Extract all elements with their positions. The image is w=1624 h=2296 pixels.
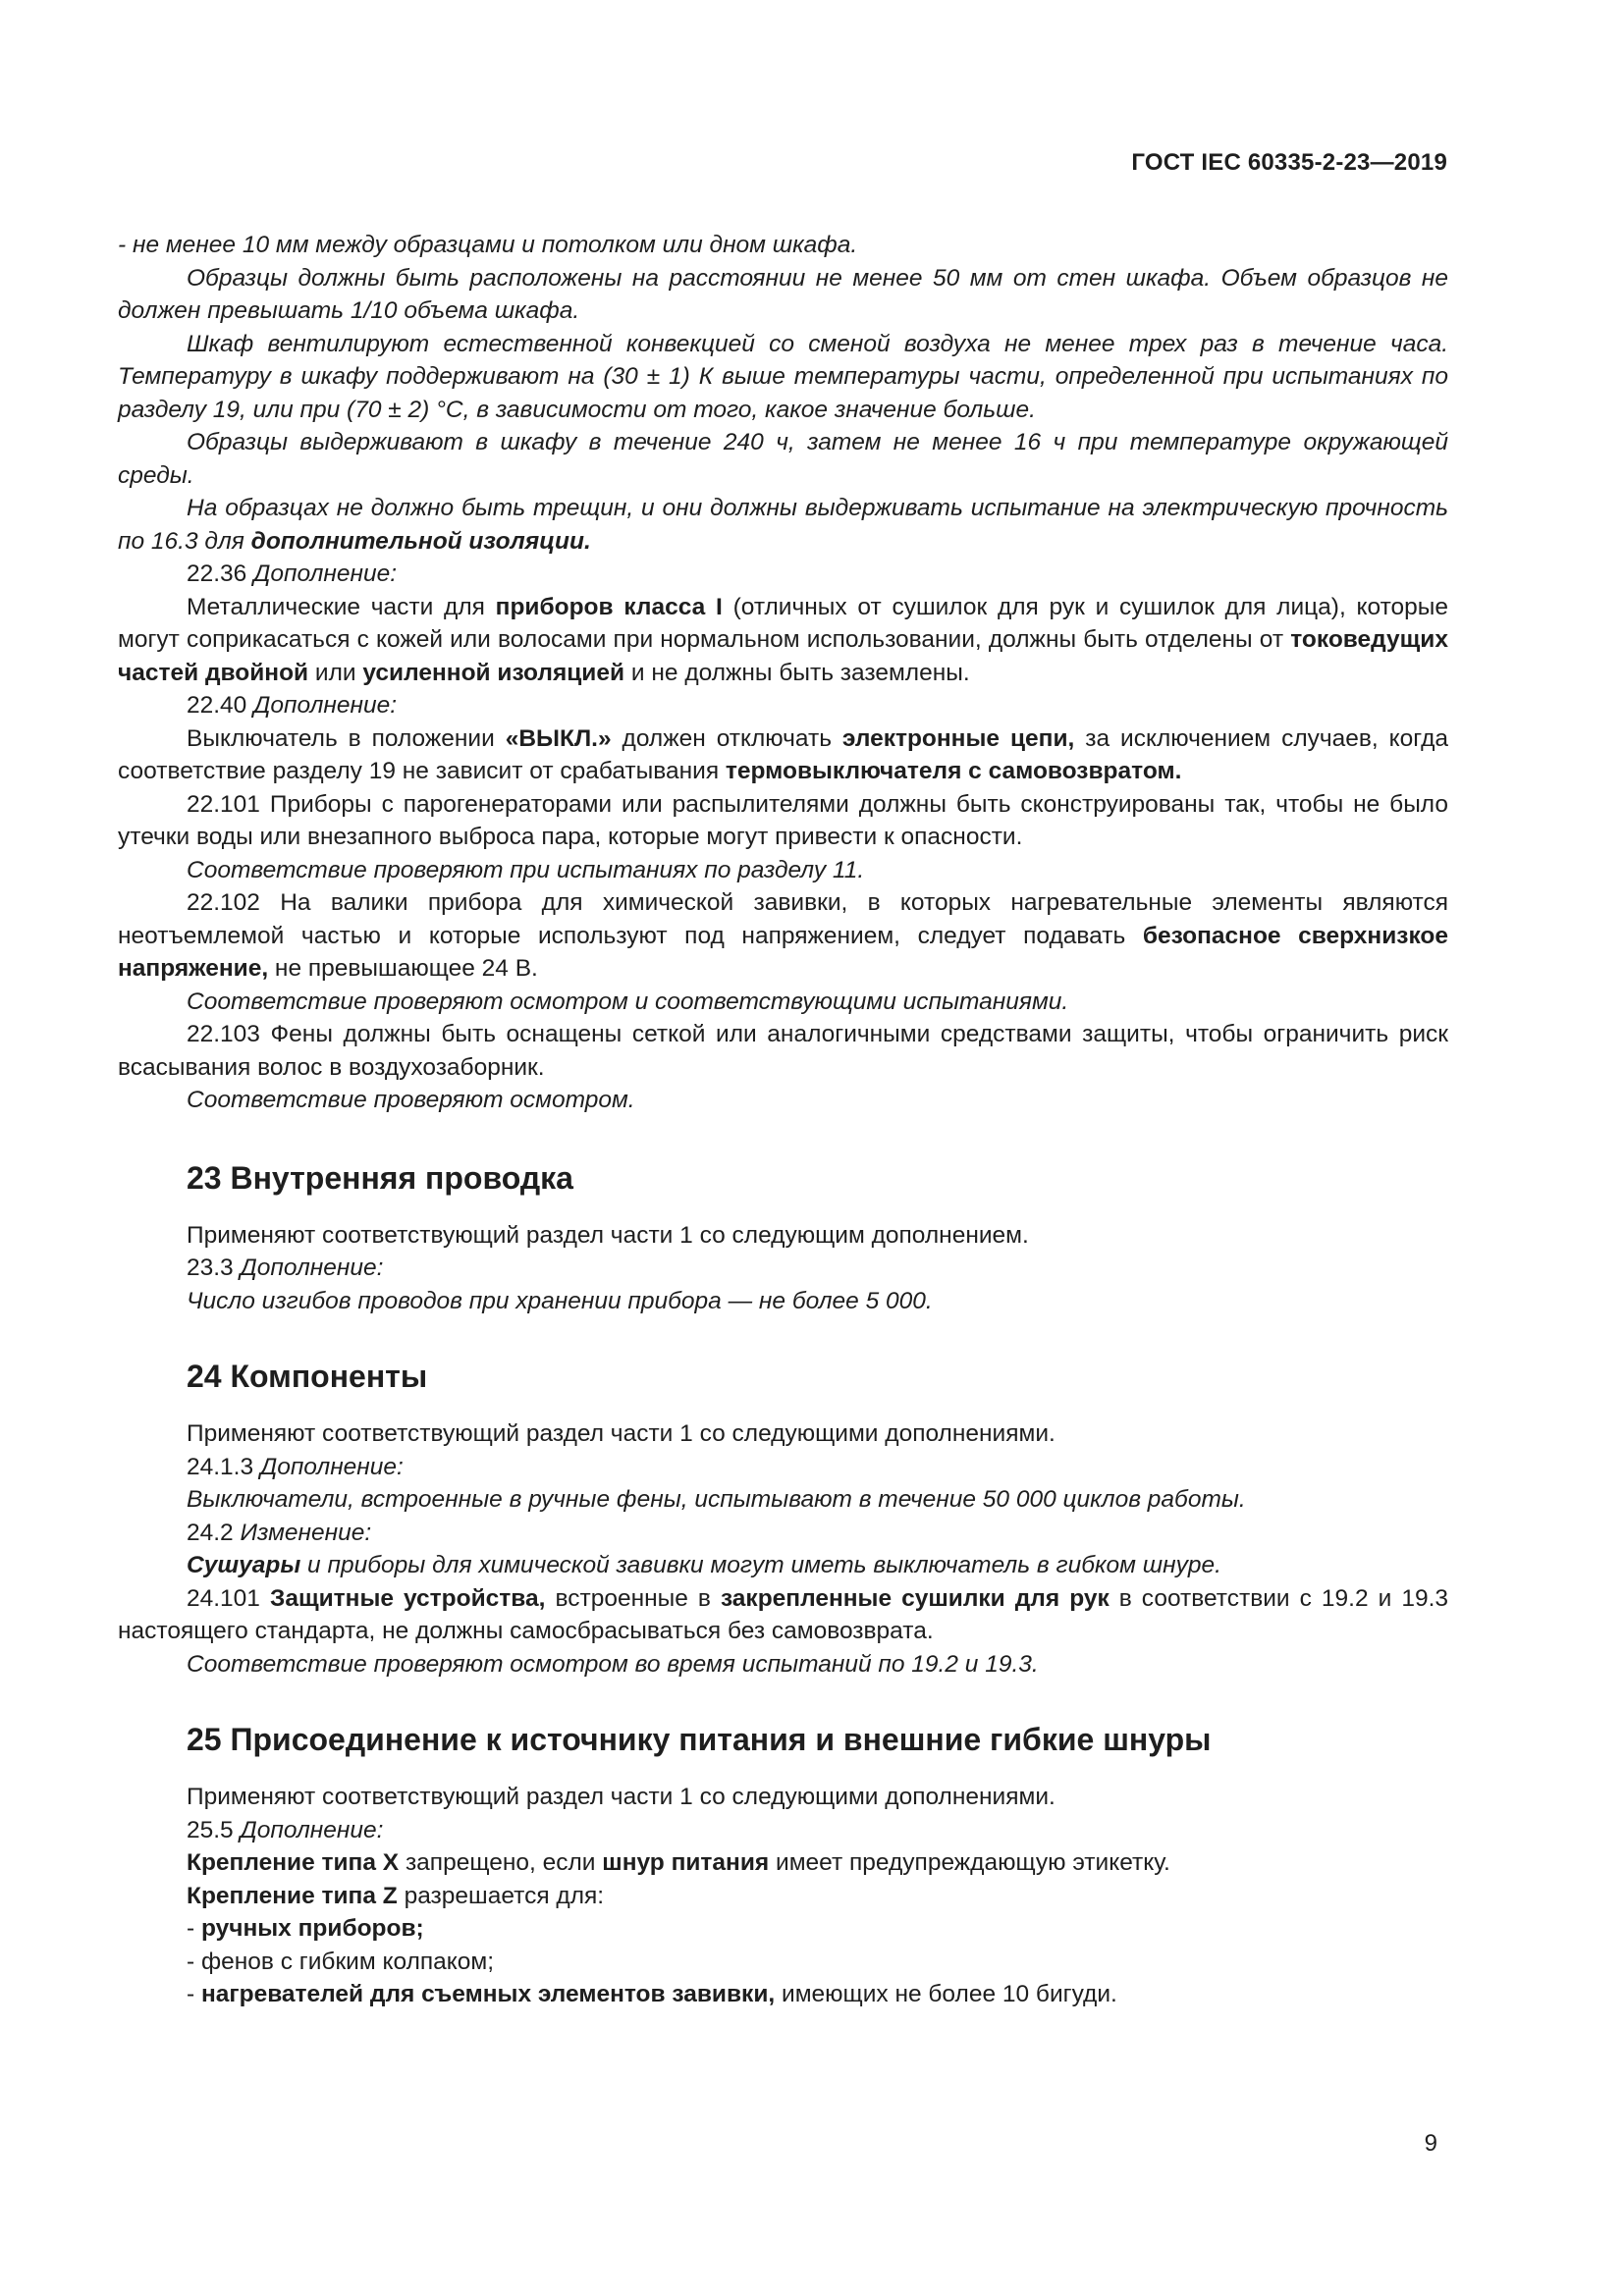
text-run: Число изгибов проводов при хранении прибора — не более 5 000. xyxy=(187,1287,933,1314)
paragraph xyxy=(118,1846,1448,1880)
text-run: должен отключать xyxy=(611,724,842,752)
text-run: и не должны быть заземлены. xyxy=(624,659,970,686)
paragraph xyxy=(118,1946,1448,1979)
text-run: или xyxy=(308,659,363,686)
paragraph xyxy=(118,1219,1448,1253)
paragraph xyxy=(118,986,1448,1019)
text-run: Применяют соответствующий раздел части 1 со следующим дополнением. xyxy=(187,1221,1029,1249)
text-run: Выключатели, встроенные в ручные фены, испытывают в течение 50 000 циклов работы. xyxy=(187,1486,1246,1513)
bold-term: приборов класса I xyxy=(495,593,723,620)
text-run: Металлические части для xyxy=(187,593,496,620)
bold-term: шнур питания xyxy=(602,1849,770,1876)
text-run: имеет предупреждающую этикетку. xyxy=(769,1849,1170,1876)
text-run: 22.36 xyxy=(187,561,254,587)
paragraph xyxy=(118,1582,1448,1648)
paragraph xyxy=(118,1285,1448,1318)
text-run: не превышающее 24 В. xyxy=(268,955,538,982)
paragraph xyxy=(118,492,1448,558)
text-run: Дополнение: xyxy=(253,561,398,587)
text-run: запрещено, если xyxy=(399,1849,603,1876)
bold-term: закрепленные сушилки для рук xyxy=(720,1584,1110,1612)
paragraph xyxy=(118,1252,1448,1285)
bold-term: Защитные устройства, xyxy=(269,1584,546,1612)
bold-term: нагревателей для съемных элементов завивки, xyxy=(200,1981,776,2007)
section-25-body xyxy=(118,1781,1448,2011)
text-run: На образцах не должно быть трещин, и они должны выдерживать испытание на электрическую прочность по 16.3 для xyxy=(118,495,1448,555)
text-run: 23.3 xyxy=(187,1255,241,1281)
text-run: Дополнение: xyxy=(253,692,398,719)
paragraph xyxy=(118,1549,1448,1582)
text-run: Применяют соответствующий раздел части 1 со следующими дополнениями. xyxy=(187,1784,1056,1810)
text-run: 24.101 xyxy=(187,1584,270,1612)
paragraph xyxy=(118,262,1448,328)
text-run: Соответствие проверяют осмотром. xyxy=(187,1087,635,1113)
paragraph xyxy=(118,722,1448,788)
bold-term: ручных приборов; xyxy=(200,1915,424,1942)
text-run: (отличных от сушилок для рук и сушилок для лица), которые могут соприкасаться с кожей или волосами при нормальном использовании, должны быть отделены от xyxy=(118,593,1449,653)
paragraph xyxy=(118,1912,1448,1946)
text-run: 22.101 Приборы с парогенераторами или распылителями должны быть сконструированы так, чтобы не было утечки воды или внезапного выброса пара, которые могут привести к опасности. xyxy=(118,790,1448,850)
section-23-body xyxy=(118,1219,1448,1318)
bold-term: усиленной изоляцией xyxy=(362,659,625,686)
text-run: 24.2 xyxy=(187,1519,241,1546)
paragraph xyxy=(118,591,1448,690)
paragraph xyxy=(118,854,1448,887)
paragraph xyxy=(118,1018,1448,1084)
text-run: 22.102 На валики прибора для химической завивки, в которых нагревательные элементы являются неотъемлемой частью и которые используют под напряжением, следует подавать xyxy=(118,889,1448,949)
document-body xyxy=(118,229,1448,2011)
text-run: 24.1.3 xyxy=(187,1453,260,1480)
bold-term: «ВЫКЛ.» xyxy=(505,724,612,752)
paragraph xyxy=(118,1483,1448,1517)
bold-term: Сушуары xyxy=(187,1552,301,1578)
text-run: Соответствие проверяют при испытаниях по разделу 11. xyxy=(187,856,865,883)
text-run: имеющих не более 10 бигуди. xyxy=(775,1981,1117,2007)
section-heading-24: 24 Компоненты xyxy=(187,1359,428,1394)
paragraph xyxy=(118,788,1448,854)
text-run: - фенов с гибким колпаком; xyxy=(187,1948,495,1975)
bold-term: дополнительной изоляции. xyxy=(250,527,591,555)
text-run: разрешается для: xyxy=(397,1882,605,1909)
bold-term: Крепление типа Z xyxy=(187,1882,398,1909)
text-run: - xyxy=(187,1915,201,1942)
paragraph xyxy=(118,1517,1448,1550)
page-number: 9 xyxy=(1424,2130,1437,2157)
text-run: Выключатель в положении xyxy=(187,724,506,752)
text-run: Соответствие проверяют осмотром во время испытаний по 19.2 и 19.3. xyxy=(187,1650,1039,1678)
text-run: 22.40 xyxy=(187,692,254,719)
paragraph xyxy=(118,328,1448,427)
paragraph xyxy=(118,1978,1448,2011)
section-22-continuation xyxy=(118,229,1448,1117)
paragraph xyxy=(118,1880,1448,1913)
paragraph xyxy=(118,426,1448,492)
text-run: Шкаф вентилируют естественной конвекцией со сменой воздуха не менее трех раз в течение часа. Температуру в шкафу поддерживают на (30 ± 1) К выше температуры части, определенной при испытаниях по разделу 19, или при (70 ± 2) °С, в зависимости от того, какое значение больше. xyxy=(118,330,1448,423)
paragraph xyxy=(118,1781,1448,1814)
bold-term: электронные цепи, xyxy=(841,724,1075,752)
text-run: 25.5 xyxy=(187,1816,241,1843)
text-run: встроенные в xyxy=(545,1584,721,1612)
text-run: Дополнение: xyxy=(240,1816,384,1843)
section-heading-25: 25 Присоединение к источнику питания и внешние гибкие шнуры xyxy=(187,1722,1212,1757)
document-header: ГОСТ IEC 60335-2-23—2019 xyxy=(1131,149,1447,176)
bold-term: термовыключателя с самовозвратом. xyxy=(725,758,1182,784)
bold-term: Крепление типа X xyxy=(187,1849,400,1876)
bold-term: токоведущих частей двойной xyxy=(118,626,1448,686)
section-heading-23: 23 Внутренняя проводка xyxy=(187,1159,573,1196)
text-run: - xyxy=(187,1981,201,2007)
paragraph xyxy=(118,1084,1448,1117)
text-run: за исключением случаев, когда соответствие разделу 19 не зависит от срабатывания xyxy=(118,724,1449,784)
text-run: Применяют соответствующий раздел части 1 со следующими дополнениями. xyxy=(187,1420,1056,1447)
paragraph xyxy=(118,1648,1448,1682)
paragraph xyxy=(118,1814,1448,1847)
text-run: - не менее 10 мм между образцами и потолком или дном шкафа. xyxy=(118,232,858,258)
paragraph xyxy=(118,689,1448,722)
paragraph xyxy=(118,886,1448,986)
section-24-body xyxy=(118,1417,1448,1681)
paragraph xyxy=(118,229,1448,262)
text-run: Соответствие проверяют осмотром и соответствующими испытаниями. xyxy=(187,988,1069,1015)
text-run: Образцы выдерживают в шкафу в течение 240 ч, затем не менее 16 ч при температуре окружающей среды. xyxy=(118,429,1448,489)
paragraph xyxy=(118,1417,1448,1451)
text-run: Образцы должны быть расположены на расстоянии не менее 50 мм от стен шкафа. Объем образцов не должен превышать 1/10 объема шкафа. xyxy=(118,264,1448,324)
text-run: Изменение: xyxy=(240,1519,372,1546)
bold-term: безопасное сверхнизкое напряжение, xyxy=(118,922,1448,982)
paragraph xyxy=(118,558,1448,591)
text-run: 22.103 Фены должны быть оснащены сеткой или аналогичными средствами защиты, чтобы ограничить риск всасывания волос в воздухозаборник. xyxy=(118,1021,1448,1081)
text-run: Дополнение: xyxy=(259,1453,404,1480)
paragraph xyxy=(118,1451,1448,1484)
text-run: Дополнение: xyxy=(240,1255,384,1281)
text-run: в соответствии с 19.2 и 19.3 настоящего стандарта, не должны самосбрасываться без самовозврата. xyxy=(118,1584,1448,1644)
text-run: и приборы для химической завивки могут иметь выключатель в гибком шнуре. xyxy=(300,1552,1221,1578)
